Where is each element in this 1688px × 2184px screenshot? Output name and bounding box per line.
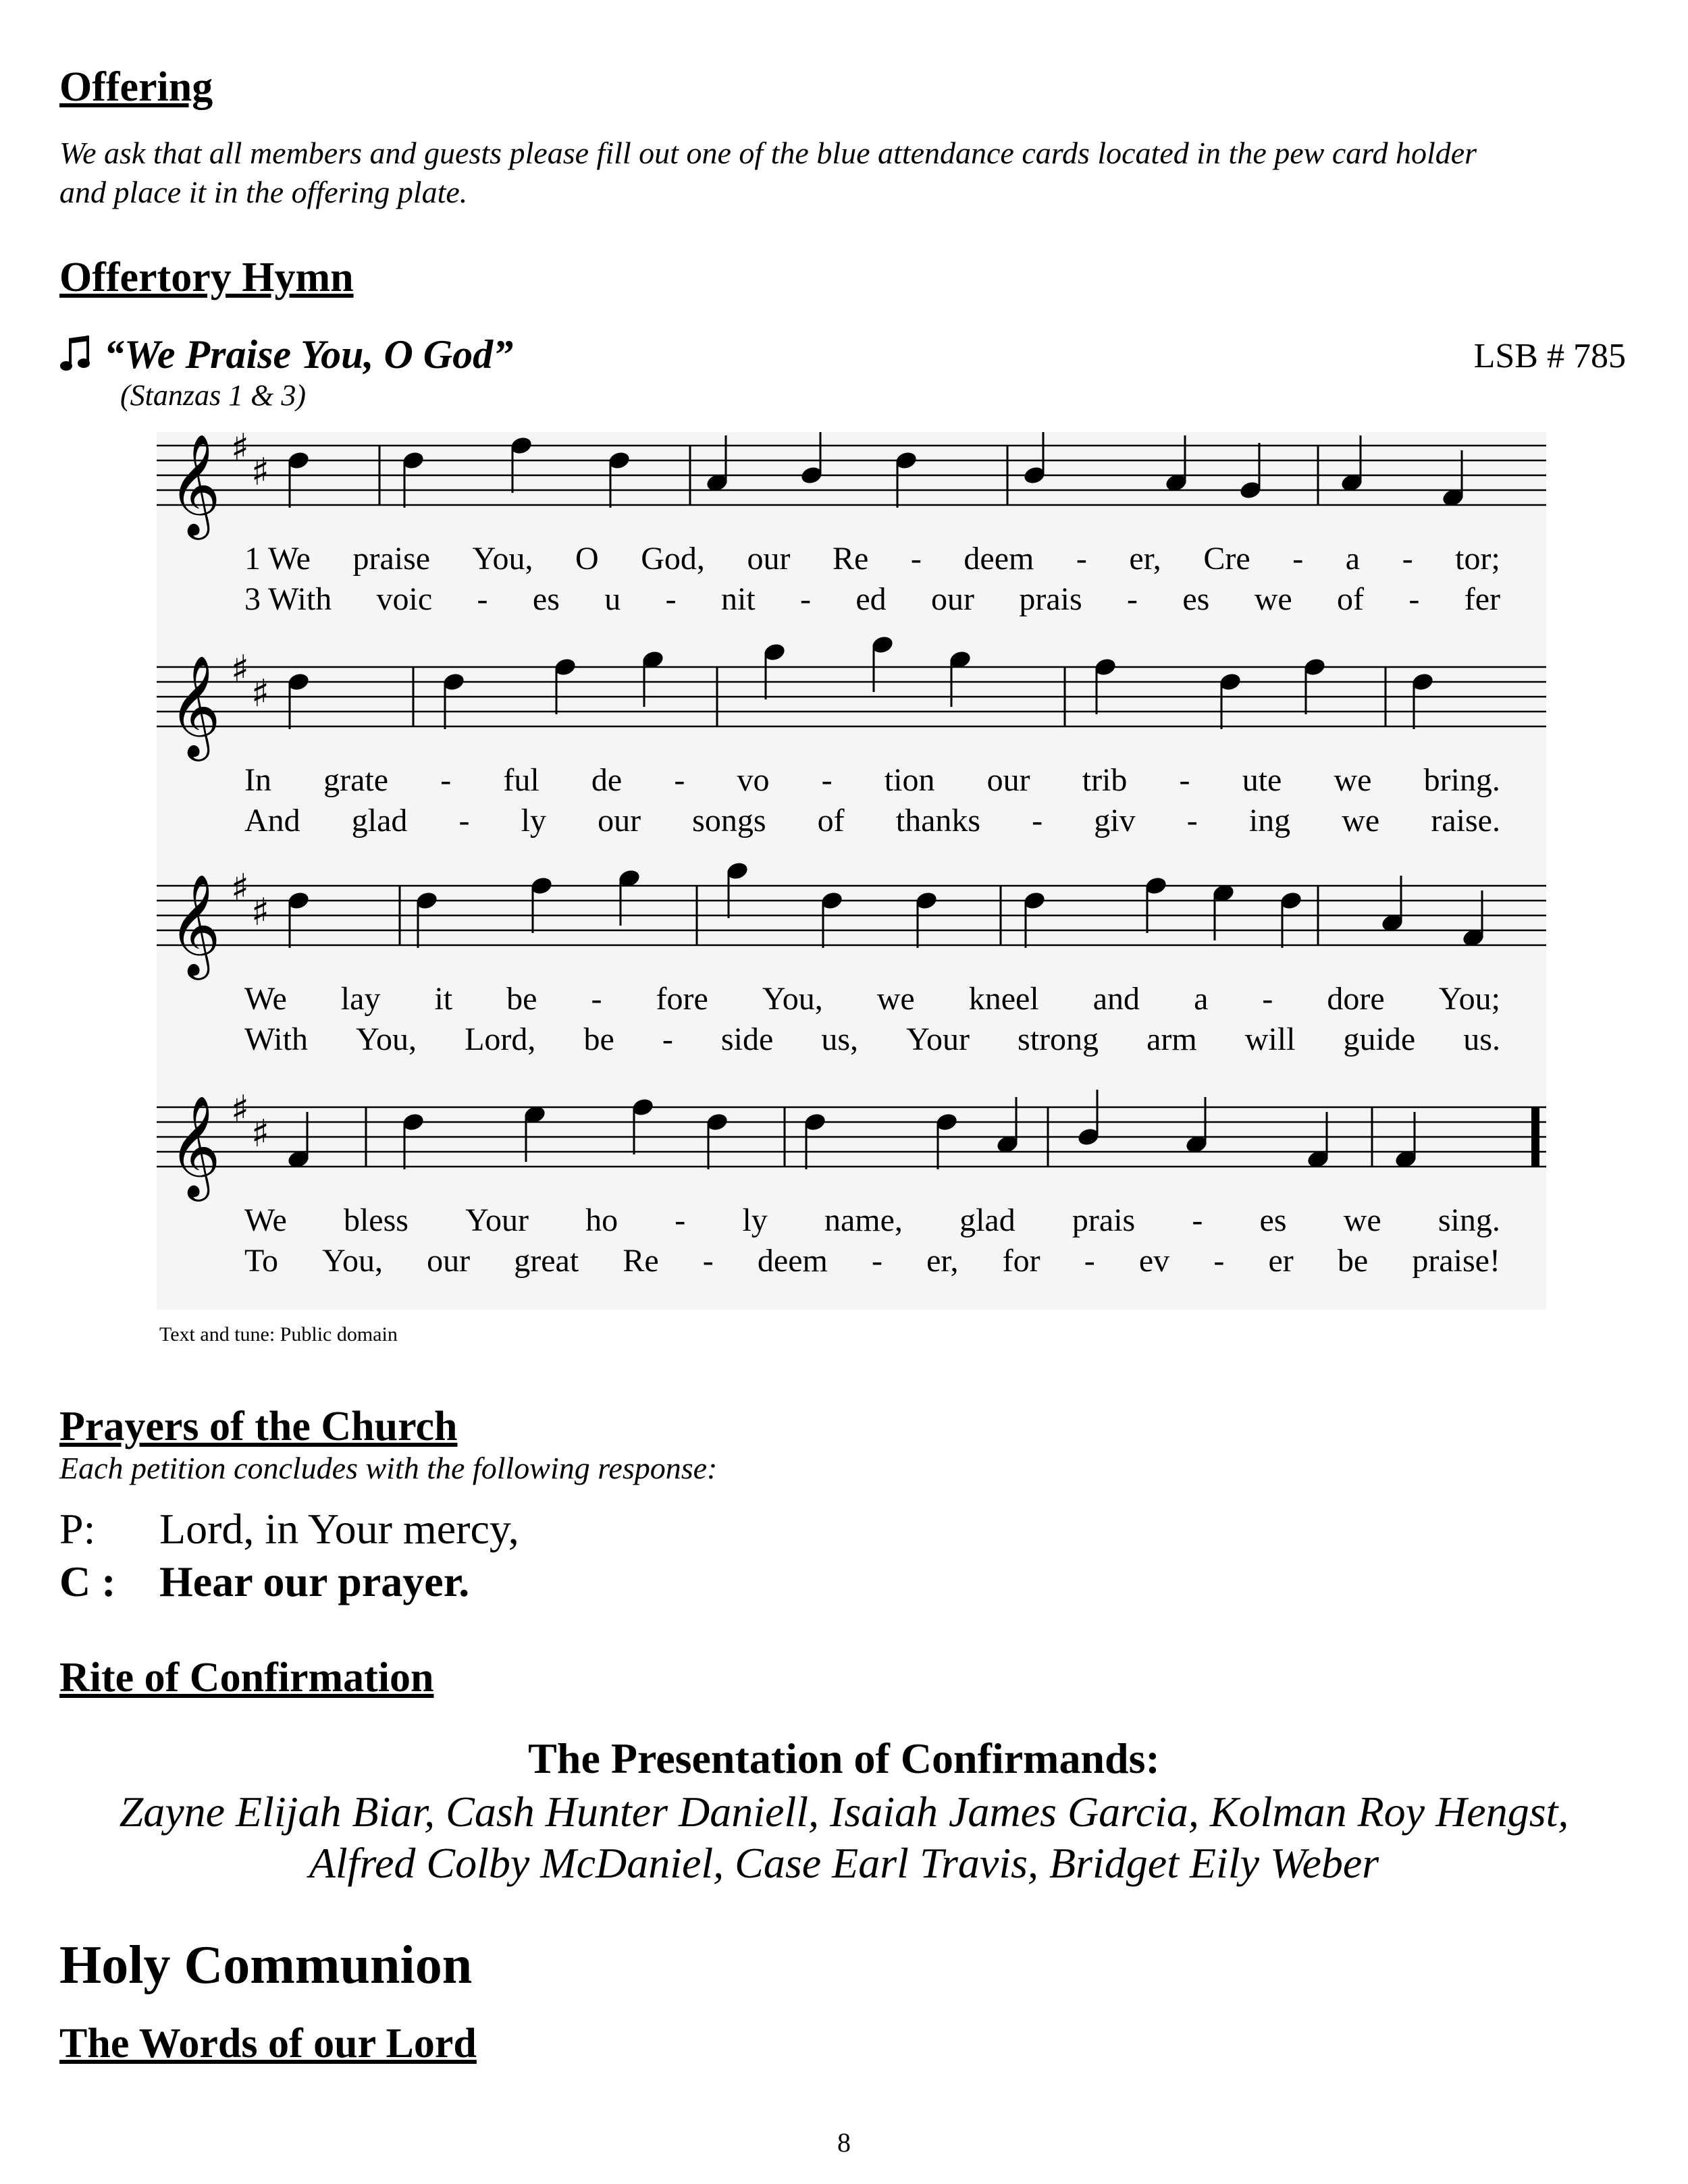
- lyric-syllable: -: [1402, 541, 1413, 577]
- lyric-syllable: prais: [1072, 1202, 1136, 1238]
- lyric-syllable: guide: [1343, 1021, 1416, 1057]
- lyric-syllable: -: [910, 541, 922, 577]
- sharp-sign: ♯: [231, 866, 250, 910]
- lyric-syllable: glad: [959, 1202, 1016, 1238]
- lyric-syllable: our: [747, 541, 791, 577]
- lyric-syllable: it: [434, 981, 453, 1017]
- lyrics-layer: [157, 432, 1546, 1310]
- lyric-syllable: 1 We: [244, 541, 311, 577]
- lyric-syllable: es: [532, 581, 560, 617]
- lyric-syllable: we: [1343, 1202, 1381, 1238]
- lyric-syllable: -: [662, 1021, 673, 1057]
- confirmand-names-line1: Zayne Elijah Biar, Cash Hunter Daniell, Isaiah James Garcia, Kolman Roy Hengst,: [119, 1788, 1569, 1836]
- lyric-syllable: strong: [1018, 1021, 1099, 1057]
- lyric-syllable: ev: [1138, 1243, 1170, 1279]
- lyric-syllable: es: [1182, 581, 1210, 617]
- lyric-syllable: -: [1408, 581, 1420, 617]
- lyric-syllable: er,: [926, 1243, 959, 1279]
- lyric-syllable: ing: [1248, 803, 1291, 838]
- lyric-syllable: -: [799, 581, 811, 617]
- lyric-syllable: raise.: [1431, 803, 1500, 838]
- lyric-syllable: of: [817, 803, 845, 838]
- lyric-syllable: giv: [1094, 803, 1136, 838]
- sharp-sign: ♯: [251, 890, 270, 934]
- lyric-syllable: lay: [340, 981, 381, 1017]
- lyric-syllable: name,: [824, 1202, 903, 1238]
- lyric-syllable: er: [1268, 1243, 1294, 1279]
- lyric-syllable: bring.: [1423, 762, 1500, 798]
- lyric-syllable: of: [1337, 581, 1364, 617]
- lyric-syllable: -: [702, 1243, 714, 1279]
- offering-note-line2: and place it in the offering plate.: [59, 175, 468, 209]
- lyric-syllable: we: [1342, 803, 1380, 838]
- lyric-syllable: -: [477, 581, 488, 617]
- lyric-syllable: songs: [692, 803, 766, 838]
- lyric-syllable: praise!: [1412, 1243, 1500, 1279]
- lyric-syllable: our: [427, 1243, 471, 1279]
- lyric-syllable: and: [1092, 981, 1140, 1017]
- lyric-syllable: ho: [585, 1202, 618, 1238]
- presentation-title: The Presentation of Confirmands:: [528, 1734, 1160, 1782]
- hymn-stanzas: (Stanzas 1 & 3): [120, 379, 306, 412]
- hymn-title-row: [59, 331, 513, 378]
- sharp-sign: ♯: [231, 432, 250, 470]
- lyric-syllable: we: [1254, 581, 1292, 617]
- lyric-syllable: -: [440, 762, 452, 798]
- lyric-syllable: You,: [356, 1021, 417, 1057]
- lyric-syllable: Your: [465, 1202, 529, 1238]
- lyric-syllable: ful: [503, 762, 539, 798]
- holy-communion-heading: Holy Communion: [59, 1936, 473, 1995]
- lyric-syllable: ly: [742, 1202, 768, 1238]
- lyric-syllable: -: [674, 762, 685, 798]
- lyric-syllable: -: [821, 762, 833, 798]
- treble-clef: 𝄞: [169, 873, 221, 976]
- lyric-syllable: deem: [757, 1243, 828, 1279]
- lyric-syllable: be: [1337, 1243, 1369, 1279]
- lyric-syllable: we: [876, 981, 915, 1017]
- lyric-syllable: voic: [376, 581, 433, 617]
- lyric-syllable: nit: [720, 581, 756, 617]
- hymn-title: “We Praise You, O God”: [104, 331, 514, 377]
- lyric-syllable: grate: [323, 762, 389, 798]
- lyric-syllable: With: [244, 1021, 309, 1057]
- page-number: 8: [837, 2127, 851, 2158]
- lyric-syllable: u: [604, 581, 621, 617]
- lyric-syllable: Lord,: [465, 1021, 536, 1057]
- confirmand-names: [0, 1786, 1688, 1889]
- lyric-syllable: side: [720, 1021, 774, 1057]
- lyric-syllable: 3 With: [244, 581, 332, 617]
- offering-note: [59, 134, 1639, 212]
- hymn-number: LSB # 785: [1473, 337, 1626, 375]
- lyric-line-stanza-3: [244, 1242, 1500, 1279]
- lyric-line-stanza-1: [244, 1202, 1500, 1239]
- lyric-syllable: will: [1244, 1021, 1296, 1057]
- lyric-syllable: praise: [352, 541, 431, 577]
- lyric-syllable: Re: [832, 541, 869, 577]
- lyric-line-stanza-1: [244, 540, 1500, 577]
- lyric-syllable: we: [1334, 762, 1372, 798]
- lyric-syllable: -: [1192, 1202, 1203, 1238]
- lyric-syllable: bless: [343, 1202, 408, 1238]
- confirmation-heading: Rite of Confirmation: [59, 1655, 434, 1701]
- sharp-sign: ♯: [231, 1088, 250, 1131]
- lyric-line-stanza-3: [244, 581, 1500, 618]
- offertory-hymn-heading: Offertory Hymn: [59, 255, 354, 300]
- confirmand-names-line2: Alfred Colby McDaniel, Case Earl Travis, Bridget Eily Weber: [309, 1839, 1379, 1887]
- lyric-syllable: dore: [1327, 981, 1385, 1017]
- lyric-syllable: our: [930, 581, 974, 617]
- hymn-credit: Text and tune: Public domain: [159, 1323, 398, 1346]
- lyric-syllable: O: [575, 541, 599, 577]
- sharp-sign: ♯: [251, 672, 270, 716]
- music-note-icon: [59, 334, 92, 375]
- lyric-syllable: You,: [762, 981, 823, 1017]
- lyric-syllable: be: [583, 1021, 614, 1057]
- lyric-syllable: our: [986, 762, 1030, 798]
- lyric-syllable: You;: [1438, 981, 1500, 1017]
- lyric-line-stanza-3: [244, 802, 1500, 839]
- lyric-syllable: a: [1194, 981, 1209, 1017]
- sharp-sign: ♯: [251, 450, 270, 494]
- lyric-line-stanza-1: [244, 762, 1500, 799]
- lyric-syllable: deem: [964, 541, 1034, 577]
- lyric-syllable: be: [506, 981, 537, 1017]
- lyric-syllable: glad: [351, 803, 408, 838]
- lyric-syllable: -: [1032, 803, 1043, 838]
- lyric-syllable: And: [244, 803, 300, 838]
- offering-note-line1: We ask that all members and guests please fill out one of the blue attendance cards located in the pew card holder: [59, 136, 1477, 170]
- lyric-syllable: vo: [737, 762, 770, 798]
- lyric-line-stanza-3: [244, 1021, 1500, 1058]
- treble-clef: 𝄞: [169, 1094, 221, 1197]
- congregation-label: C :: [59, 1557, 116, 1605]
- pastor-label: P:: [59, 1505, 96, 1553]
- lyric-syllable: a: [1345, 541, 1361, 577]
- lyric-syllable: You,: [472, 541, 533, 577]
- lyric-syllable: tor;: [1455, 541, 1500, 577]
- lyric-syllable: -: [1292, 541, 1304, 577]
- lyric-syllable: kneel: [968, 981, 1039, 1017]
- lyric-syllable: prais: [1019, 581, 1082, 617]
- lyric-syllable: God,: [641, 541, 705, 577]
- prayers-heading: Prayers of the Church: [59, 1404, 458, 1449]
- lyric-syllable: our: [598, 803, 641, 838]
- lyric-syllable: -: [872, 1243, 882, 1279]
- lyric-syllable: -: [675, 1202, 686, 1238]
- lyric-syllable: us.: [1463, 1021, 1500, 1057]
- hymn-music: [157, 432, 1546, 1310]
- lyric-syllable: -: [1084, 1243, 1095, 1279]
- lyric-syllable: sing.: [1438, 1202, 1500, 1238]
- pastor-response: Lord, in Your mercy,: [159, 1505, 519, 1553]
- lyric-syllable: -: [1127, 581, 1138, 617]
- prayers-note: Each petition concludes with the following response:: [59, 1451, 718, 1485]
- lyric-syllable: -: [1213, 1243, 1225, 1279]
- lyric-syllable: us,: [821, 1021, 859, 1057]
- lyric-syllable: es: [1259, 1202, 1287, 1238]
- lyric-syllable: -: [591, 981, 602, 1017]
- lyric-syllable: ute: [1242, 762, 1282, 798]
- lyric-syllable: thanks: [895, 803, 981, 838]
- sharp-sign: ♯: [231, 647, 250, 691]
- lyric-syllable: de: [591, 762, 623, 798]
- lyric-syllable: -: [1262, 981, 1273, 1017]
- lyric-syllable: trib: [1082, 762, 1128, 798]
- lyric-syllable: great: [514, 1243, 579, 1279]
- lyric-syllable: -: [665, 581, 677, 617]
- treble-clef: 𝄞: [169, 433, 221, 535]
- lyric-syllable: -: [458, 803, 470, 838]
- sharp-sign: ♯: [251, 1112, 270, 1156]
- lyric-syllable: Your: [906, 1021, 970, 1057]
- lyric-syllable: We: [244, 1202, 287, 1238]
- lyric-syllable: tion: [884, 762, 935, 798]
- lyric-syllable: fore: [656, 981, 708, 1017]
- lyric-syllable: er,: [1129, 541, 1161, 577]
- offering-heading: Offering: [59, 64, 213, 110]
- lyric-syllable: We: [244, 981, 287, 1017]
- lyric-syllable: To: [244, 1243, 278, 1279]
- treble-clef: 𝄞: [169, 654, 221, 757]
- lyric-syllable: -: [1179, 762, 1190, 798]
- lyric-syllable: Cre: [1203, 541, 1250, 577]
- lyric-syllable: for: [1002, 1243, 1040, 1279]
- lyric-syllable: You,: [322, 1243, 383, 1279]
- lyric-syllable: arm: [1146, 1021, 1197, 1057]
- lyric-syllable: fer: [1464, 581, 1500, 617]
- lyric-syllable: -: [1186, 803, 1198, 838]
- lyric-syllable: ed: [855, 581, 887, 617]
- lyric-syllable: Re: [623, 1243, 659, 1279]
- lyric-syllable: ly: [521, 803, 546, 838]
- lyric-syllable: -: [1076, 541, 1087, 577]
- words-of-our-lord-heading: The Words of our Lord: [59, 2021, 477, 2067]
- lyric-line-stanza-1: [244, 980, 1500, 1017]
- congregation-response: Hear our prayer.: [159, 1557, 470, 1605]
- lyric-syllable: In: [244, 762, 271, 798]
